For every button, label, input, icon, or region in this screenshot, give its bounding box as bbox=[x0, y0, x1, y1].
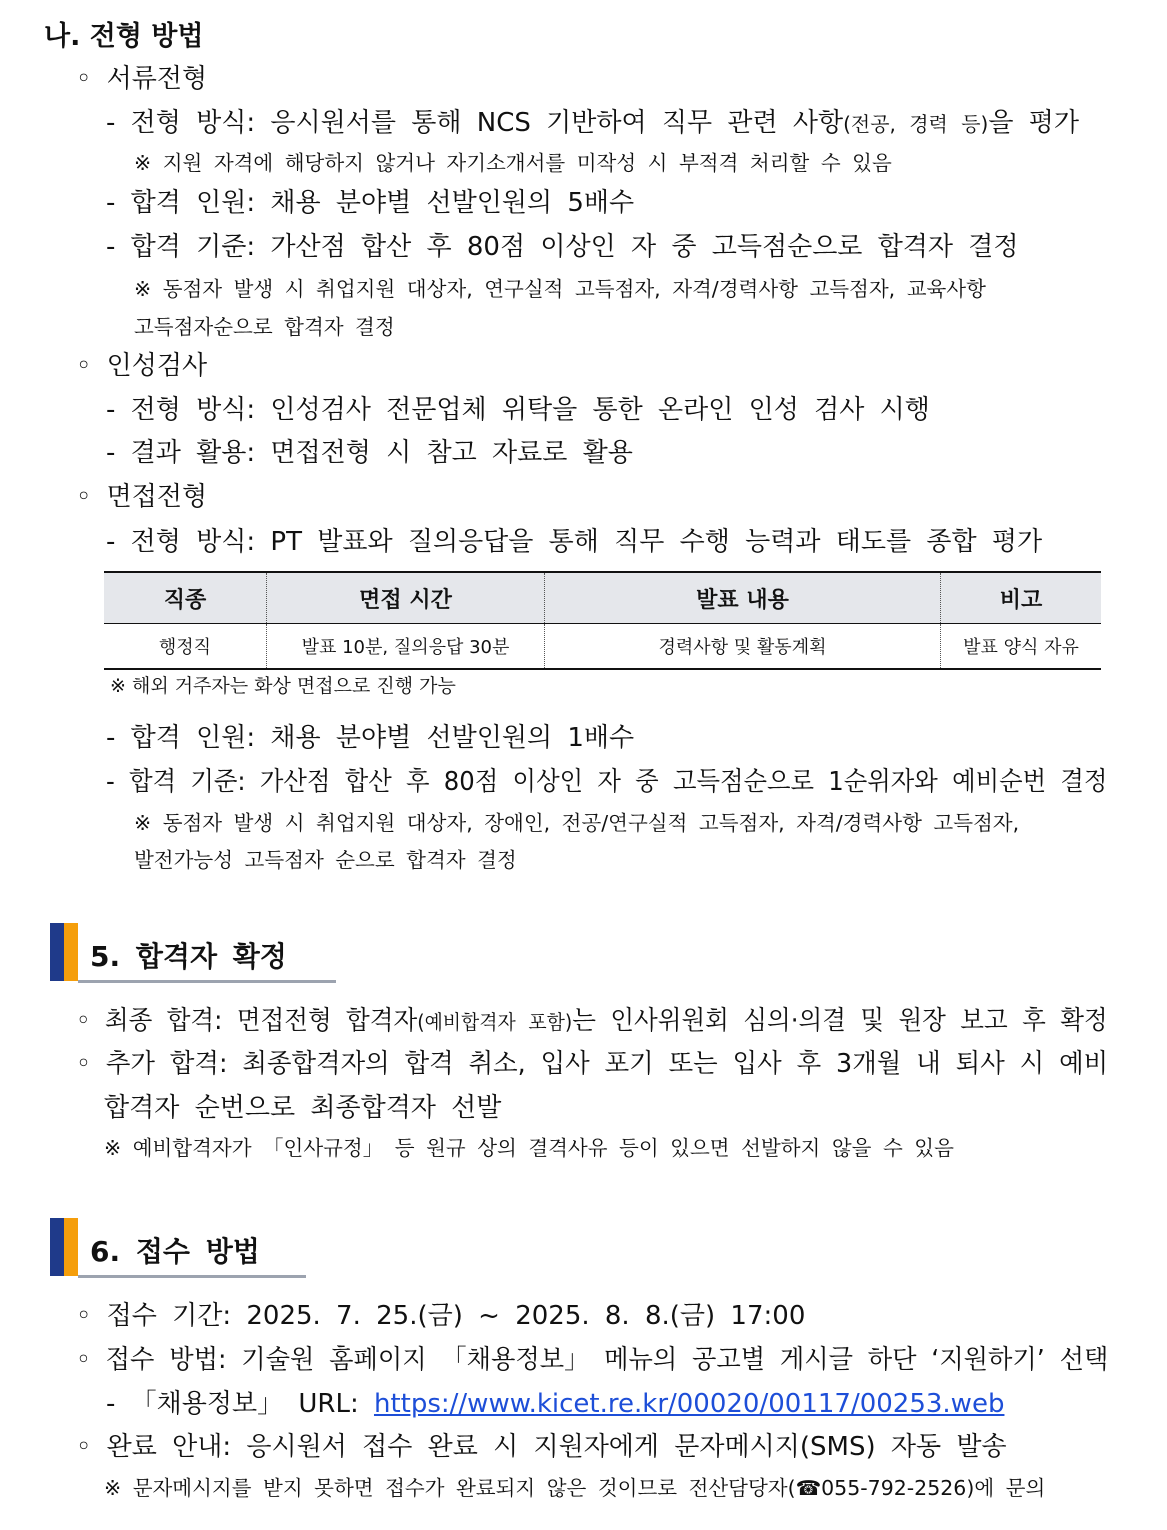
table-header-row bbox=[104, 572, 1101, 624]
recruit-url-link[interactable]: https://www.kicet.re.kr/00020/00117/00253.web bbox=[373, 1389, 1005, 1419]
interview-table-note: ※ 해외 거주자는 화상 면접으로 진행 가능 bbox=[110, 675, 456, 697]
application-period: ◦ 접수 기간: 2025. 7. 25.(금) ~ 2025. 8. 8.(금) 17:00 bbox=[76, 1301, 806, 1331]
recruit-url-line bbox=[106, 1383, 1004, 1420]
interview-note-b: 발전가능성 고득점자 순으로 합격자 결정 bbox=[134, 848, 517, 872]
section-heading-na: 나. 전형 방법 bbox=[44, 21, 204, 52]
table-row bbox=[104, 624, 1101, 670]
interview-count: - 합격 인원: 채용 분야별 선발인원의 1배수 bbox=[106, 723, 635, 753]
doc-screening-heading: ◦ 서류전형 bbox=[76, 64, 208, 94]
section-bar-orange bbox=[64, 923, 78, 981]
personality-test-heading: ◦ 인성검사 bbox=[76, 351, 208, 381]
table-header: 직종 bbox=[104, 572, 267, 624]
table-cell: 행정직 bbox=[104, 624, 267, 670]
interview-note-a: ※ 동점자 발생 시 취업지원 대상자, 장애인, 전공/연구실적 고득점자, 자격/경력사항 고득점자, bbox=[134, 811, 1020, 835]
additional-pass-a: ◦ 추가 합격: 최종합격자의 합격 취소, 입사 포기 또는 입사 후 3개월 내 퇴사 시 예비 bbox=[76, 1049, 1109, 1079]
section-bar-orange bbox=[64, 1218, 78, 1276]
table-cell: 발표 양식 자유 bbox=[941, 624, 1102, 670]
table-header: 면접 시간 bbox=[267, 572, 545, 624]
final-pass-text: ◦ 최종 합격: 면접전형 합격자 bbox=[76, 1006, 418, 1036]
recruit-url-label: - 「채용정보」 URL: bbox=[106, 1389, 374, 1419]
section-5-underline bbox=[78, 980, 336, 983]
final-pass-small: (예비합격자 포함) bbox=[417, 1010, 573, 1034]
final-pass-end: 는 인사위원회 심의·의결 및 원장 보고 후 확정 bbox=[572, 1006, 1108, 1036]
doc-screening-count: - 합격 인원: 채용 분야별 선발인원의 5배수 bbox=[106, 188, 635, 218]
personality-test-method: - 전형 방식: 인성검사 전문업체 위탁을 통한 온라인 인성 검사 시행 bbox=[106, 395, 930, 425]
table-header: 발표 내용 bbox=[545, 572, 941, 624]
section-bar-blue bbox=[50, 923, 64, 981]
doc-screening-method-end: 을 평가 bbox=[988, 108, 1079, 138]
doc-screening-note-2b: 고득점자순으로 합격자 결정 bbox=[134, 315, 395, 339]
doc-screening-method-text: - 전형 방식: 응시원서를 통해 NCS 기반하여 직무 관련 사항 bbox=[106, 108, 844, 138]
doc-screening-method-small: (전공, 경력 등) bbox=[843, 112, 989, 136]
doc-screening-note-1: ※ 지원 자격에 해당하지 않거나 자기소개서를 미작성 시 부적격 처리할 수 있음 bbox=[134, 151, 892, 175]
doc-screening-criteria: - 합격 기준: 가산점 합산 후 80점 이상인 자 중 고득점순으로 합격자 결정 bbox=[106, 232, 1019, 262]
completion-note: ※ 문자메시지를 받지 못하면 접수가 완료되지 않은 것이므로 전산담당자(☎055-792-2526)에 문의 bbox=[104, 1476, 1046, 1500]
doc-screening-note-2a: ※ 동점자 발생 시 취업지원 대상자, 연구실적 고득점자, 자격/경력사항 고득점자, 교육사항 bbox=[134, 277, 986, 301]
completion-notice: ◦ 완료 안내: 응시원서 접수 완료 시 지원자에게 문자메시지(SMS) 자동 발송 bbox=[76, 1432, 1007, 1462]
interview-method: - 전형 방식: PT 발표와 질의응답을 통해 직무 수행 능력과 태도를 종합 평가 bbox=[106, 527, 1043, 557]
table-cell: 발표 10분, 질의응답 30분 bbox=[267, 624, 545, 670]
additional-pass-b: 합격자 순번으로 최종합격자 선발 bbox=[104, 1093, 502, 1123]
table-header: 비고 bbox=[941, 572, 1102, 624]
section-bar-blue bbox=[50, 1218, 64, 1276]
section-5-title: 5. 합격자 확정 bbox=[90, 940, 287, 973]
interview-criteria: - 합격 기준: 가산점 합산 후 80점 이상인 자 중 고득점순으로 1순위자와 예비순번 결정 bbox=[106, 767, 1108, 797]
final-pass bbox=[76, 1000, 1108, 1037]
interview-heading: ◦ 면접전형 bbox=[76, 482, 208, 512]
section-6-underline bbox=[78, 1275, 306, 1278]
section-6-title: 6. 접수 방법 bbox=[90, 1235, 260, 1268]
interview-table bbox=[104, 571, 1101, 670]
doc-screening-method bbox=[106, 102, 1079, 139]
application-method: ◦ 접수 방법: 기술원 홈페이지 「채용정보」 메뉴의 공고별 게시글 하단 ‘지원하기’ 선택 bbox=[76, 1345, 1109, 1375]
additional-pass-note: ※ 예비합격자가 「인사규정」 등 원규 상의 결격사유 등이 있으면 선발하지 않을 수 있음 bbox=[104, 1136, 954, 1160]
table-cell: 경력사항 및 활동계획 bbox=[545, 624, 941, 670]
personality-test-usage: - 결과 활용: 면접전형 시 참고 자료로 활용 bbox=[106, 438, 633, 468]
